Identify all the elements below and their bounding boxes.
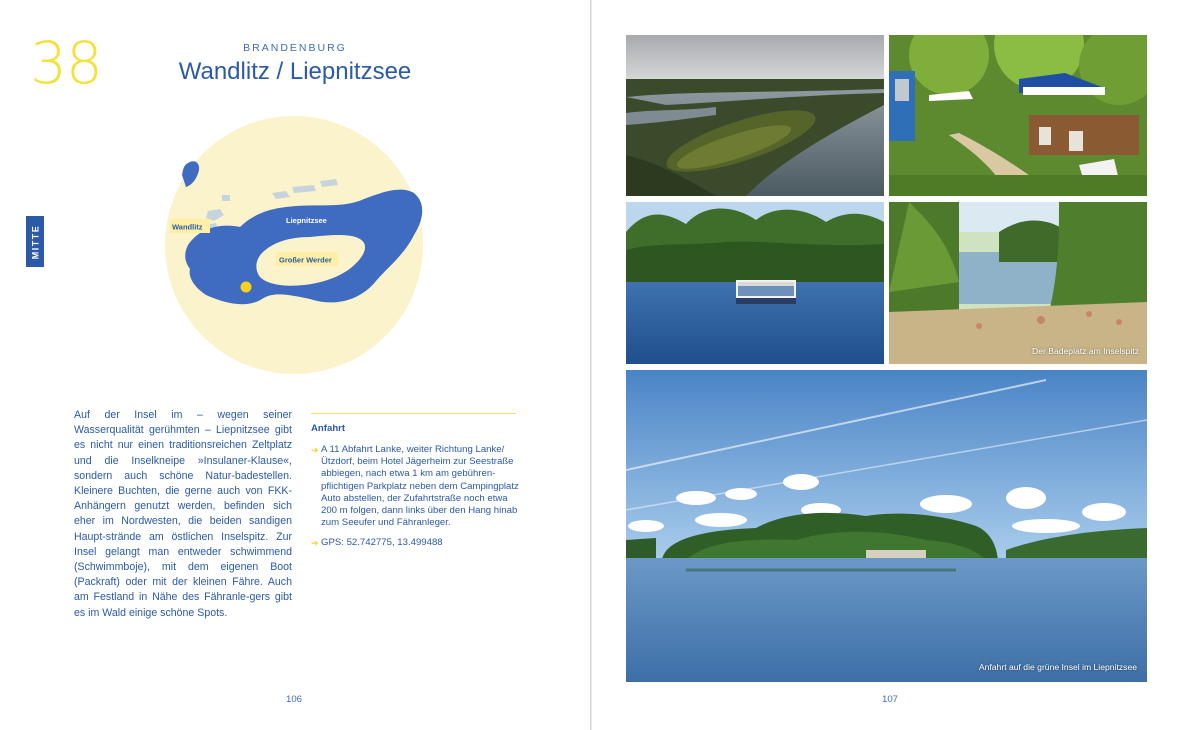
lake-map [164, 115, 424, 375]
arrow-right-icon: ➔ [311, 445, 319, 455]
page-number-right: 107 [882, 694, 899, 705]
page-title: Wandlitz / Liepnitzsee [178, 58, 412, 85]
map-label-town: Wandlitz [172, 222, 203, 232]
region-label: BRANDENBURG [243, 42, 347, 54]
anfahrt-divider [311, 413, 516, 414]
ferry-photo-image [626, 202, 884, 364]
anfahrt-heading: Anfahrt [311, 423, 346, 434]
page-number-left: 106 [286, 694, 303, 705]
anfahrt-directions-text: A 11 Abfahrt Lanke, weiter Richtung Lanke/ Ützdorf, beim Hotel Jägerheim zur Seestraße abbiegen, nach etwa 1 km am gebühren-pflichtigen Parkplatz neben dem Campingplatz Auto abstellen, der Zufahrtstraße noch etwa 200 m folgen, dann links über den Hang hinab zum Seeufer und Fähranleger. [321, 444, 519, 529]
left-page [0, 0, 590, 730]
anfahrt-list [311, 444, 526, 550]
aerial-photo-image [626, 35, 884, 196]
body-text: Auf der Insel im – wegen seiner Wasserqualität gerühmten – Liepnitzsee gibt es nicht nur einen traditionsreichen Zeltplatz und die Inselkneipe »Insulaner-Klause«, sondern auch schöne Natur-badestellen. Kleinere Buchten, die gerne auch von FKK-Anhängern genutzt werden, befinden sich eher im Nordwesten, die beiden sandigen Haupt-strände am östlichen Inselspitz. Zur Insel gelangt man entweder schwimmend (Schwimmboje), mit dem eigenen Boot (Packraft) oder mit der kleinen Fähre. Auch am Festland in Nähe des Fähranle-gers gibt es im Wald einige schöne Spots. [74, 409, 292, 619]
gps-coordinates: GPS: 52.742775, 13.499488 [321, 537, 443, 549]
photo-beer-garden [889, 35, 1147, 196]
anfahrt-item-gps [311, 537, 526, 549]
photo-beach [889, 202, 1147, 364]
map-label-island: Großer Werder [279, 255, 332, 265]
arrow-right-icon: ➔ [311, 538, 319, 549]
side-tab-label: MITTE [30, 224, 40, 259]
island-photo-caption: Anfahrt auf die grüne Insel im Liepnitzsee [978, 662, 1137, 672]
region-side-tab [26, 216, 44, 267]
map-location-marker [241, 282, 252, 293]
right-page [592, 0, 1182, 730]
anfahrt-item-directions [311, 444, 526, 529]
photo-ferry [626, 202, 884, 364]
lake-map-graphic [164, 115, 424, 375]
photo-aerial-lake [626, 35, 884, 196]
map-label-lake: Liepnitzsee [286, 216, 327, 225]
chapter-number: 38 [30, 29, 102, 97]
island-photo-image [626, 370, 1147, 682]
beach-photo-image [889, 202, 1147, 364]
beer-garden-photo-image [889, 35, 1147, 196]
beach-photo-caption: Der Badeplatz am Inselspitz [1032, 346, 1139, 356]
photo-island-panorama [626, 370, 1147, 682]
